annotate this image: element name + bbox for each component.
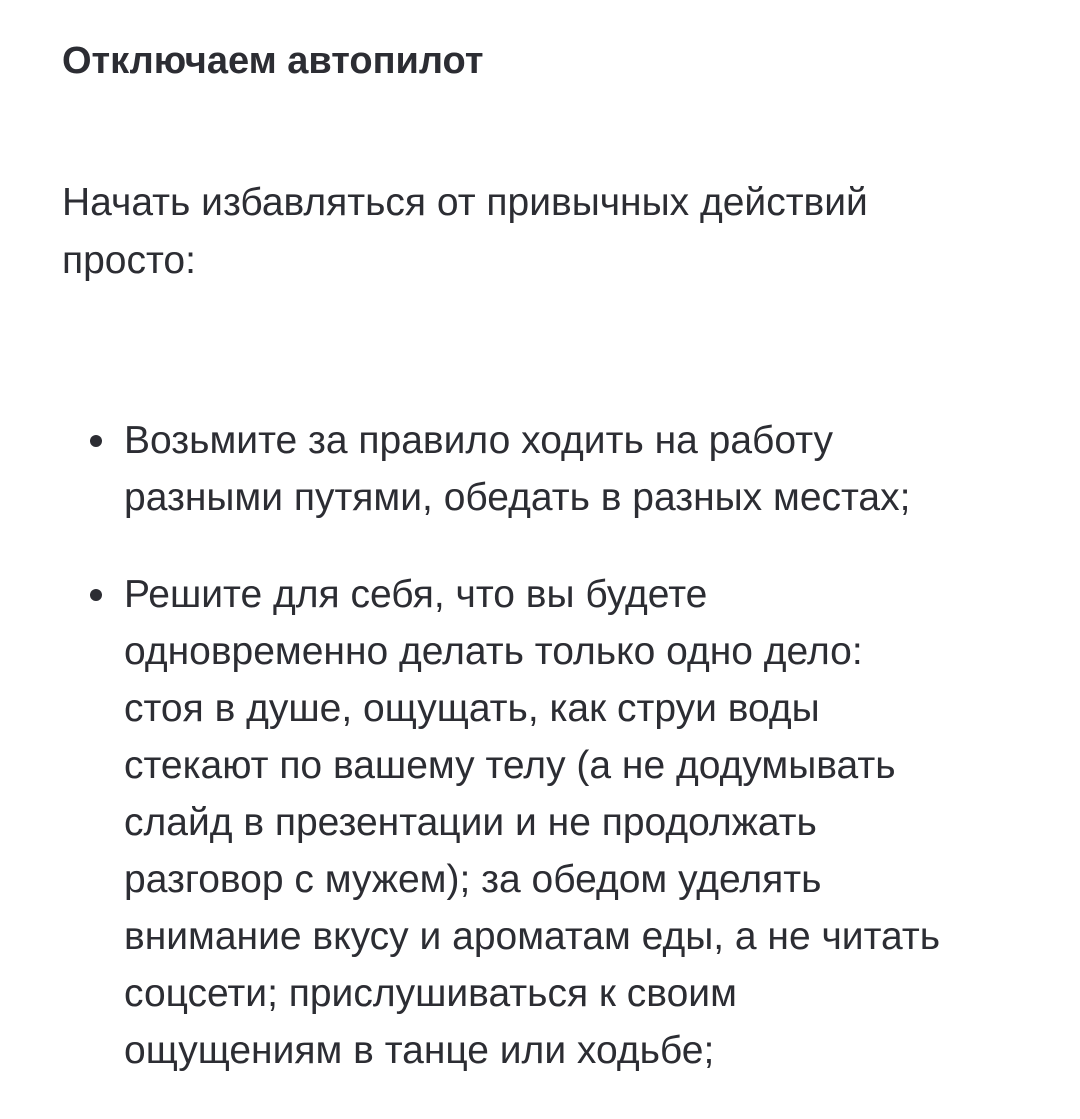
list-item-line: Решите для себя, что вы будете (124, 573, 708, 616)
list-item-line: разговор с мужем); за обедом уделять (124, 858, 822, 901)
list-item-line: соцсети; прислушиваться к своим (124, 972, 737, 1015)
list-item (62, 566, 1052, 1079)
list-item-line: слайд в презентации и не продолжать (124, 801, 817, 844)
article-title: Отключаем автопилот (62, 40, 484, 82)
tips-list (62, 412, 1052, 1119)
bullet-icon (90, 435, 102, 447)
list-item-line: Возьмите за правило ходить на работу (124, 419, 834, 462)
list-item-line: стоя в душе, ощущать, как струи воды (124, 687, 820, 730)
list-item-line: разными путями, обедать в разных местах; (124, 476, 911, 519)
intro-paragraph (62, 174, 1002, 290)
bullet-icon (90, 589, 102, 601)
list-item-line: ощущениям в танце или ходьбе; (124, 1029, 715, 1072)
list-item (62, 412, 1052, 526)
intro-line: Начать избавляться от привычных действий (62, 181, 868, 224)
list-item-line: стекают по вашему телу (а не додумывать (124, 744, 896, 787)
list-item-line: одновременно делать только одно дело: (124, 630, 863, 673)
list-item-line: внимание вкусу и ароматам еды, а не читать (124, 915, 941, 958)
intro-line: просто: (62, 239, 196, 282)
